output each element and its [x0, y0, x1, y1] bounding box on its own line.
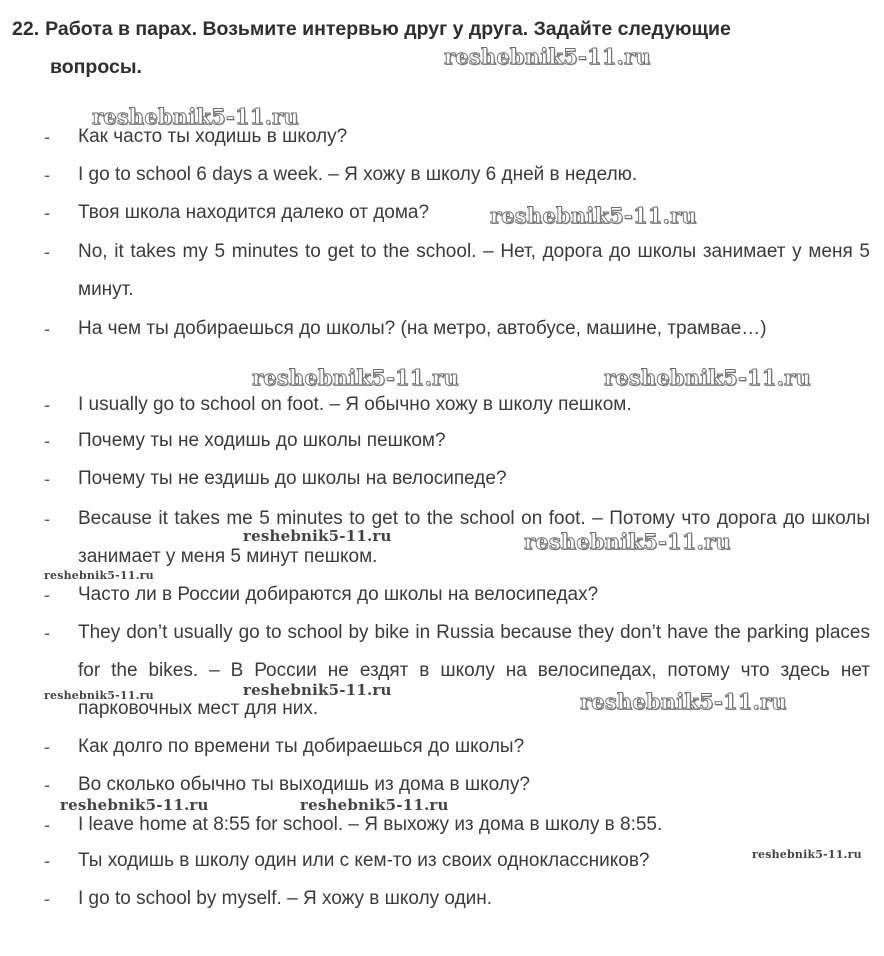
- item-dash: -: [44, 775, 50, 795]
- item-text: Ты ходишь в школу один или с кем-то из своих одноклассников?: [78, 850, 650, 871]
- watermark: reshebnik5-11.ru: [580, 689, 787, 714]
- item-dash: -: [44, 242, 50, 262]
- item-dash: -: [44, 815, 50, 835]
- item-text: Часто ли в России добираются до школы на велосипедах?: [78, 584, 599, 605]
- item-text: На чем ты добираешься до школы? (на метро, автобусе, машине, трамвае…): [78, 318, 767, 339]
- watermark: reshebnik5-11.ru: [524, 529, 731, 554]
- item-text: No, it takes my 5 minutes to get to the school. – Нет, дорога до школы занимает у меня 5 минут.: [78, 241, 870, 300]
- item-dash: -: [44, 469, 50, 489]
- item-dash: -: [44, 431, 50, 451]
- item-text: Because it takes me 5 minutes to get to the school on foot. – Потому что дорога до школы занимает у меня 5 минут пешком.: [78, 508, 870, 567]
- item-text: Твоя школа находится далеко от дома?: [78, 202, 430, 223]
- watermark: reshebnik5-11.ru: [300, 796, 449, 814]
- item-dash: -: [44, 585, 50, 605]
- item-text: I go to school 6 days a week. – Я хожу в школу 6 дней в неделю.: [78, 164, 638, 185]
- watermark: reshebnik5-11.ru: [44, 569, 154, 582]
- watermark: reshebnik5-11.ru: [490, 203, 697, 228]
- item-text: Во сколько обычно ты выходишь из дома в школу?: [78, 774, 530, 795]
- watermark: reshebnik5-11.ru: [604, 365, 811, 390]
- item-dash: -: [44, 395, 50, 415]
- task-heading: [12, 10, 868, 86]
- task-instruction-line2: вопросы.: [50, 56, 142, 78]
- item-text: Почему ты не ездишь до школы на велосипеде?: [78, 468, 507, 489]
- item-dash: -: [44, 889, 50, 909]
- task-number: 22.: [12, 18, 40, 40]
- item-dash: -: [44, 165, 50, 185]
- watermark: reshebnik5-11.ru: [92, 104, 299, 129]
- task-instruction-line1: Работа в парах. Возьмите интервью друг у друга. Задайте следующие: [45, 18, 731, 40]
- watermark: reshebnik5-11.ru: [243, 527, 392, 545]
- watermark: reshebnik5-11.ru: [44, 689, 154, 702]
- item-dash: -: [44, 509, 50, 529]
- watermark: reshebnik5-11.ru: [60, 796, 209, 814]
- item-text: I usually go to school on foot. – Я обычно хожу в школу пешком.: [78, 394, 632, 415]
- item-dash: -: [44, 127, 50, 147]
- item-text: Как часто ты ходишь в школу?: [78, 126, 348, 147]
- item-dash: -: [44, 623, 50, 643]
- item-text: They don’t usually go to school by bike in Russia because they don’t have the parking places for the bikes. – В России не ездят в школу на велосипедах, потому что здесь нет парковочных мест для них.: [78, 622, 870, 719]
- item-text: Как долго по времени ты добираешься до школы?: [78, 736, 525, 757]
- item-text: I leave home at 8:55 for school. – Я выхожу из дома в школу в 8:55.: [78, 814, 663, 835]
- item-dash: -: [44, 737, 50, 757]
- watermark: reshebnik5-11.ru: [252, 365, 459, 390]
- item-dash: -: [44, 851, 50, 871]
- watermark: reshebnik5-11.ru: [444, 44, 651, 69]
- watermark: reshebnik5-11.ru: [243, 681, 392, 699]
- item-dash: -: [44, 319, 50, 339]
- item-dash: -: [44, 203, 50, 223]
- item-text: Почему ты не ходишь до школы пешком?: [78, 430, 446, 451]
- item-text: I go to school by myself. – Я хожу в школу один.: [78, 888, 493, 909]
- watermark: reshebnik5-11.ru: [752, 848, 862, 861]
